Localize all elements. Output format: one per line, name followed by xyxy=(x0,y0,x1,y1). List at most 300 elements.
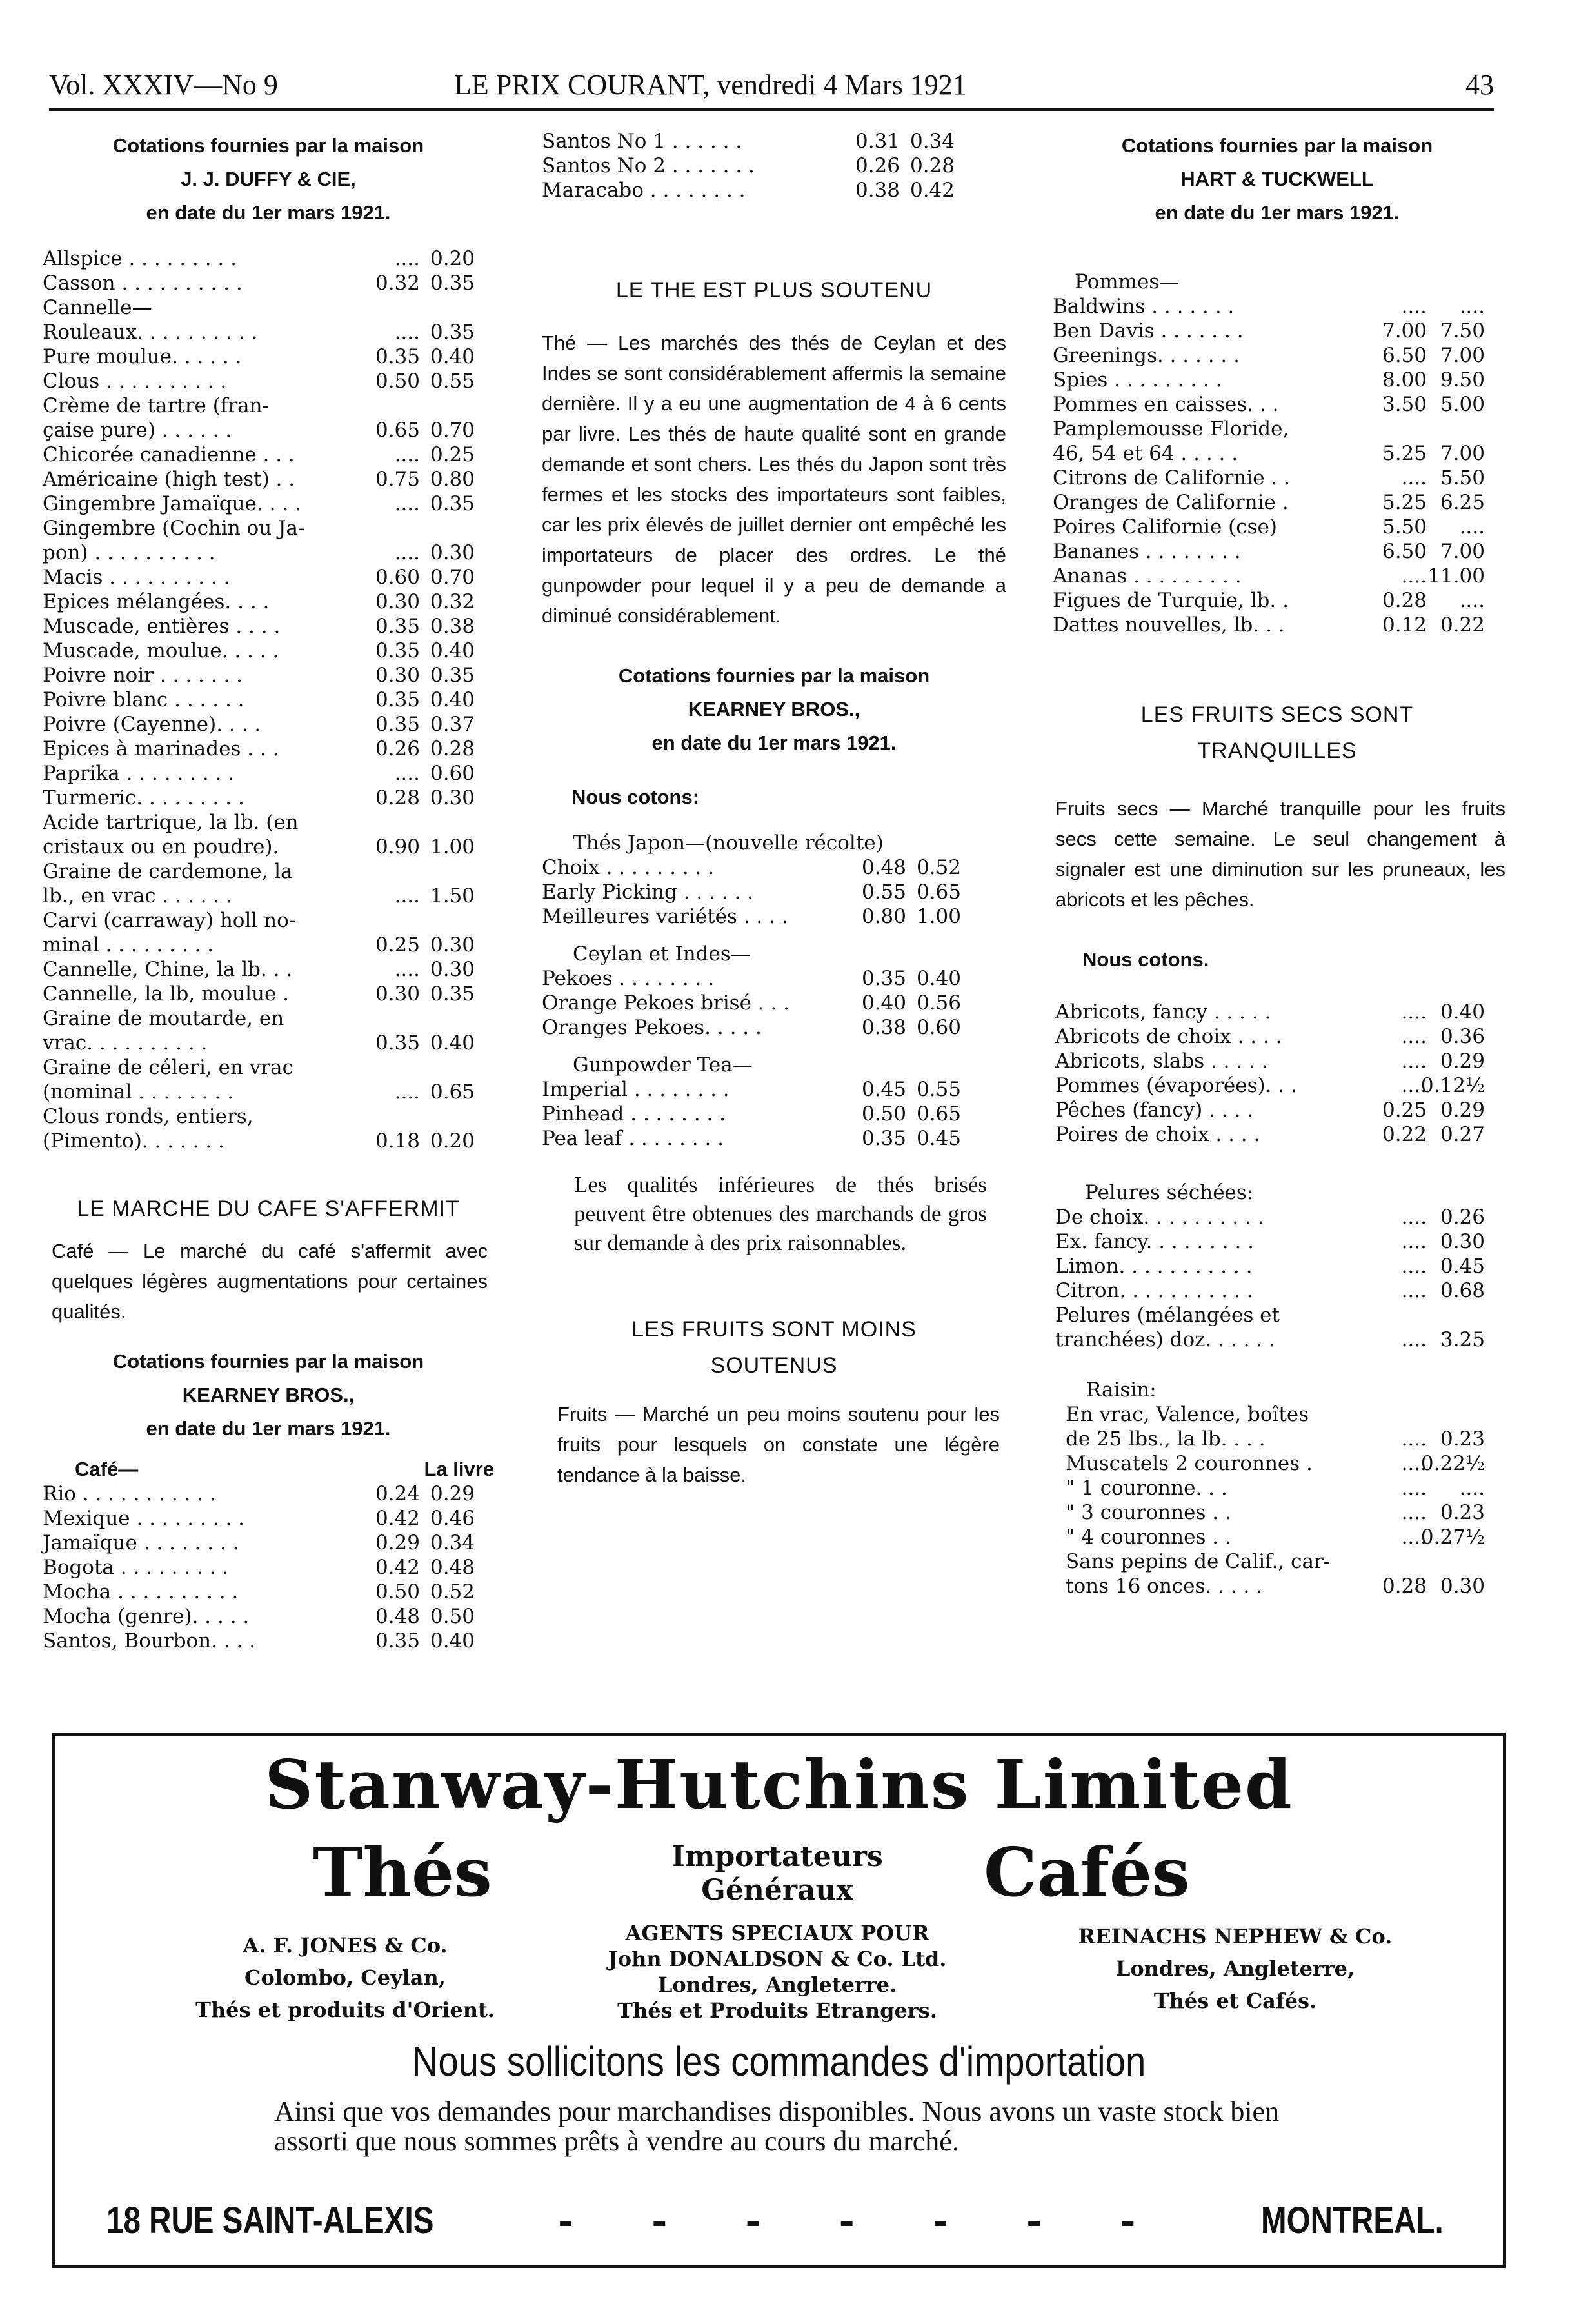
price-row xyxy=(1046,1254,1508,1278)
price-high: 0.35 xyxy=(430,321,475,344)
price-high: 0.30 xyxy=(1440,1574,1485,1598)
price-high: 9.50 xyxy=(1440,368,1485,392)
price-low: 0.29 xyxy=(375,1531,420,1554)
price-row xyxy=(542,855,1006,880)
price-row xyxy=(542,1077,1006,1102)
price-low: 0.35 xyxy=(375,639,420,662)
price-low: 0.24 xyxy=(375,1482,420,1505)
price-low: 0.28 xyxy=(1382,1574,1427,1598)
price-low: .... xyxy=(1401,1025,1427,1048)
price-low: .... xyxy=(1401,1074,1427,1097)
price-high: 0.40 xyxy=(1440,1000,1485,1024)
price-row xyxy=(43,810,494,835)
japon-heading: Thés Japon—(nouvelle récolte) xyxy=(573,831,884,855)
price-low: .... xyxy=(394,958,420,981)
ad-importateurs-line: Généraux xyxy=(701,1874,853,1907)
price-high: 0.35 xyxy=(430,664,475,687)
price-row xyxy=(1046,1122,1508,1147)
ad-importateurs xyxy=(610,1840,945,1907)
price-low: 0.28 xyxy=(1382,589,1427,612)
column-2 xyxy=(542,129,1006,1490)
price-high: 0.27 xyxy=(1440,1123,1485,1146)
item-name: Jamaïque . . . . . . . . xyxy=(43,1531,239,1554)
item-name: En vrac, Valence, boîtes xyxy=(1066,1403,1309,1426)
price-row xyxy=(43,1604,494,1629)
price-row xyxy=(43,442,494,467)
cafe-table-header xyxy=(43,1457,494,1482)
price-high: 0.23 xyxy=(1440,1427,1485,1451)
item-name: (Pimento). . . . . . . xyxy=(43,1129,224,1153)
price-low: .... xyxy=(1401,1000,1427,1024)
hart-caption xyxy=(1046,129,1508,230)
price-row xyxy=(43,1006,494,1031)
item-name: Spies . . . . . . . . . xyxy=(1053,368,1222,392)
item-name: Pinhead . . . . . . . . xyxy=(542,1102,726,1126)
heading-line: TRANQUILLES xyxy=(1197,739,1357,763)
caption-line: J. J. DUFFY & CIE, xyxy=(181,168,356,190)
price-low: 0.50 xyxy=(375,370,420,393)
price-row xyxy=(43,1055,494,1080)
item-name: Santos No 2 . . . . . . . xyxy=(542,154,755,177)
price-row xyxy=(1046,1229,1508,1254)
price-row xyxy=(43,344,494,369)
item-name: Mocha (genre). . . . . xyxy=(43,1605,250,1628)
the-paragraph: Thé — Les marchés des thés de Ceylan et des Indes se sont considérablement affermis la semaine dernière. Il y a eu une augmentation de 4 à 6 cents par livre. Les thés de haute qualité sont en grande demande et sont chers. Les thés du Japon sont très fermes et les stocks des importateurs sont faibles, car les prix élevés de juillet dernier ont empêché les importateurs de placer des ordres. Le thé gunpowder pour lequel il y a peu de demande a diminué considérablement. xyxy=(542,332,1006,627)
price-low: 0.31 xyxy=(855,130,900,153)
price-low: .... xyxy=(1401,1255,1427,1278)
price-row xyxy=(1046,368,1508,392)
price-low: 0.50 xyxy=(375,1580,420,1604)
item-name: Turmeric. . . . . . . . . xyxy=(43,786,244,809)
ad-city: MONTREAL. xyxy=(1261,2200,1444,2241)
price-high: 0.60 xyxy=(916,1016,961,1039)
price-high: 0.65 xyxy=(916,1102,961,1126)
price-high: 0.52 xyxy=(916,856,961,879)
price-low: .... xyxy=(394,762,420,785)
price-row xyxy=(1046,1073,1508,1098)
price-low: 8.00 xyxy=(1382,368,1427,392)
price-low: .... xyxy=(1401,1206,1427,1229)
price-row xyxy=(43,1031,494,1055)
ad-slogan: Nous sollicitons les commandes d'importation xyxy=(412,2038,1146,2085)
item-name: Clous ronds, entiers, xyxy=(43,1105,253,1128)
item-name: Casson . . . . . . . . . . xyxy=(43,272,243,295)
price-row xyxy=(43,614,494,639)
price-high: 0.34 xyxy=(430,1531,475,1554)
ad-importateurs-line: Importateurs xyxy=(671,1840,883,1873)
volume-number: Vol. XXXIV—No 9 xyxy=(49,69,278,101)
cafe-price-list xyxy=(43,1482,494,1653)
price-row xyxy=(1046,1000,1508,1024)
price-low: 0.38 xyxy=(861,1016,906,1039)
item-name: Dattes nouvelles, lb. . . xyxy=(1053,613,1285,637)
ceylan-heading: Ceylan et Indes— xyxy=(573,942,751,966)
price-low: .... xyxy=(1401,1279,1427,1302)
price-low: 0.90 xyxy=(375,835,420,859)
price-high: 0.29 xyxy=(430,1482,475,1505)
price-row xyxy=(43,737,494,761)
ad-agent-left xyxy=(164,1929,526,2026)
price-low: 0.26 xyxy=(855,154,900,177)
price-high: 0.27½ xyxy=(1420,1525,1485,1549)
item-name: Mexique . . . . . . . . . xyxy=(43,1507,245,1530)
price-row xyxy=(1046,1024,1508,1049)
item-name: Ananas . . . . . . . . . xyxy=(1053,564,1242,588)
page-title: LE PRIX COURANT, vendredi 4 Mars 1921 xyxy=(454,69,967,101)
price-high: 0.40 xyxy=(916,967,961,990)
price-low: 0.35 xyxy=(861,967,906,990)
price-row xyxy=(1046,1049,1508,1073)
price-row xyxy=(43,320,494,344)
price-high: 1.00 xyxy=(916,905,961,928)
item-name: Cannelle, la lb, moulue . xyxy=(43,982,290,1006)
caption-line: en date du 1er mars 1921. xyxy=(146,201,391,224)
item-name: Macis . . . . . . . . . . xyxy=(43,566,230,589)
item-name: Pelures (mélangées et xyxy=(1055,1304,1280,1327)
price-row xyxy=(1046,1278,1508,1303)
price-low: .... xyxy=(394,321,420,344)
item-name: Rio . . . . . . . . . . . xyxy=(43,1482,216,1505)
price-high: 0.70 xyxy=(430,566,475,589)
price-low: 0.42 xyxy=(375,1507,420,1530)
price-high: 0.30 xyxy=(430,541,475,564)
price-low: 0.48 xyxy=(861,856,906,879)
price-row xyxy=(43,663,494,688)
price-row xyxy=(43,908,494,933)
price-high: 0.65 xyxy=(430,1080,475,1104)
price-low: 0.26 xyxy=(375,737,420,760)
item-name: Mocha . . . . . . . . . . xyxy=(43,1580,239,1604)
item-name: (nominal . . . . . . . . xyxy=(43,1080,234,1104)
ad-line: Londres, Angleterre. xyxy=(657,1972,897,1997)
price-high: 7.50 xyxy=(1440,319,1485,343)
price-row xyxy=(43,1506,494,1531)
price-high: 7.00 xyxy=(1440,540,1485,563)
price-row xyxy=(1046,1574,1508,1598)
price-low: 0.50 xyxy=(861,1102,906,1126)
price-row xyxy=(43,418,494,442)
ad-dashes: - - - - - - - xyxy=(558,2199,1136,2243)
price-row xyxy=(43,884,494,908)
price-high: 0.80 xyxy=(430,468,475,491)
item-name: Cannelle, Chine, la lb. . . xyxy=(43,958,293,981)
price-row xyxy=(43,590,494,614)
item-name: Graine de cardemone, la xyxy=(43,860,293,883)
price-row xyxy=(542,880,1006,904)
price-low: 0.30 xyxy=(375,982,420,1006)
ad-line: Thés et produits d'Orient. xyxy=(195,1998,495,2022)
the-heading: LE THE EST PLUS SOUTENU xyxy=(615,278,933,303)
item-name: vrac. . . . . . . . . . xyxy=(43,1031,208,1055)
item-name: Carvi (carraway) holl no- xyxy=(43,909,296,932)
heading-line: LES FRUITS SECS SONT xyxy=(1140,702,1414,727)
price-low: .... xyxy=(394,247,420,270)
item-name: Allspice . . . . . . . . . xyxy=(43,247,237,270)
price-high: 0.36 xyxy=(1440,1025,1485,1048)
price-row xyxy=(1046,613,1508,637)
item-name: pon) . . . . . . . . . . xyxy=(43,541,215,564)
price-low: 0.35 xyxy=(375,1031,420,1055)
price-row xyxy=(542,178,1006,203)
caption-line: KEARNEY BROS., xyxy=(182,1384,355,1406)
ad-line: Thés et Cafés. xyxy=(1153,1989,1317,2013)
caption-line: Cotations fournies par la maison xyxy=(1121,134,1433,157)
price-low: 0.60 xyxy=(375,566,420,589)
item-name: Limon. . . . . . . . . . . xyxy=(1055,1255,1253,1278)
ad-company-name: Stanway-Hutchins Limited xyxy=(264,1745,1293,1824)
column-1 xyxy=(43,129,494,1653)
price-high: 1.50 xyxy=(430,884,475,908)
ad-line: A. F. JONES & Co. xyxy=(243,1933,448,1958)
item-name: Crème de tartre (fran- xyxy=(43,394,270,417)
price-high: 0.22½ xyxy=(1420,1452,1485,1475)
price-low: 7.00 xyxy=(1382,319,1427,343)
item-name: Epices à marinades . . . xyxy=(43,737,279,760)
nous-cotons: Nous cotons: xyxy=(571,786,700,808)
price-low: .... xyxy=(1401,1452,1427,1475)
item-name: Pommes (évaporées). . . xyxy=(1055,1074,1297,1097)
item-name: Ben Davis . . . . . . . xyxy=(1053,319,1244,343)
price-low: .... xyxy=(394,541,420,564)
price-row xyxy=(43,688,494,712)
caption-line: Cotations fournies par la maison xyxy=(112,1350,424,1373)
price-row xyxy=(1046,466,1508,490)
price-high: 0.30 xyxy=(430,958,475,981)
price-low: 0.25 xyxy=(375,933,420,957)
price-high: 0.40 xyxy=(430,639,475,662)
price-row xyxy=(1046,343,1508,368)
ad-line: John DONALDSON & Co. Ltd. xyxy=(608,1947,947,1971)
item-name: Chicorée canadienne . . . xyxy=(43,443,295,466)
price-row xyxy=(1046,1549,1508,1574)
price-row xyxy=(43,565,494,590)
price-low: 0.35 xyxy=(375,688,420,711)
price-high: 0.30 xyxy=(430,786,475,809)
item-name: Figues de Turquie, lb. . xyxy=(1053,589,1289,612)
item-name: De choix. . . . . . . . . . xyxy=(1055,1206,1264,1229)
fruits-secs-price-list xyxy=(1046,1000,1508,1147)
item-name: çaise pure) . . . . . . xyxy=(43,419,232,442)
price-high: .... xyxy=(1459,295,1485,318)
duffy-caption xyxy=(43,129,494,230)
item-name: Orange Pekoes brisé . . . xyxy=(542,991,790,1015)
nous-cotons-2: Nous cotons. xyxy=(1082,948,1209,971)
price-low: .... xyxy=(394,443,420,466)
price-low: .... xyxy=(1401,1525,1427,1549)
item-name: " 3 couronnes . . xyxy=(1066,1501,1231,1524)
item-name: Poires Californie (cse) xyxy=(1053,515,1277,539)
price-low: 0.12 xyxy=(1382,613,1427,637)
price-high: 0.40 xyxy=(430,1629,475,1653)
price-row xyxy=(43,712,494,737)
ad-line: Thés et Produits Etrangers. xyxy=(617,1998,937,2023)
santos-price-list xyxy=(542,129,1006,203)
price-low: 0.32 xyxy=(375,272,420,295)
item-name: Early Picking . . . . . . xyxy=(542,880,754,904)
ad-agent-right xyxy=(1042,1920,1429,2017)
price-high: 0.37 xyxy=(430,713,475,736)
price-low: 0.48 xyxy=(375,1605,420,1628)
price-high: 0.56 xyxy=(916,991,961,1015)
price-row xyxy=(43,1555,494,1580)
price-low: .... xyxy=(394,884,420,908)
price-high: 0.45 xyxy=(1440,1255,1485,1278)
price-low: 0.35 xyxy=(861,1127,906,1150)
price-low: 3.50 xyxy=(1382,393,1427,416)
price-high: 0.20 xyxy=(430,247,475,270)
column-3 xyxy=(1046,129,1508,1598)
price-high: 0.34 xyxy=(909,130,955,153)
pelures-heading: Pelures séchées: xyxy=(1085,1181,1254,1204)
item-name: cristaux ou en poudre). xyxy=(43,835,279,859)
caption-line: Cotations fournies par la maison xyxy=(618,664,930,687)
item-name: Pamplemousse Floride, xyxy=(1053,417,1289,441)
item-name: " 1 couronne. . . xyxy=(1066,1476,1227,1500)
unit-label: La livre xyxy=(424,1458,494,1480)
price-low: 0.35 xyxy=(375,615,420,638)
price-low: .... xyxy=(394,1080,420,1104)
price-row xyxy=(542,1102,1006,1126)
price-row xyxy=(43,541,494,565)
price-high: 0.22 xyxy=(1440,613,1485,637)
item-name: Gingembre Jamaïque. . . . xyxy=(43,492,301,515)
pommes-price-list xyxy=(1046,294,1508,637)
price-low: 0.35 xyxy=(375,1629,420,1653)
ad-cafes: Cafés xyxy=(984,1832,1190,1912)
ad-line: REINACHS NEPHEW & Co. xyxy=(1078,1924,1393,1949)
price-row xyxy=(43,835,494,859)
price-high: 0.55 xyxy=(916,1078,961,1101)
price-high: .... xyxy=(1459,1476,1485,1500)
price-row xyxy=(43,467,494,492)
item-name: Poires de choix . . . . xyxy=(1055,1123,1260,1146)
price-row xyxy=(43,982,494,1006)
ad-thes: Thés xyxy=(313,1832,492,1912)
heading-line: LES FRUITS SONT MOINS xyxy=(631,1317,917,1342)
item-name: Bananes . . . . . . . . xyxy=(1053,540,1241,563)
price-high: 0.65 xyxy=(916,880,961,904)
price-low: 5.25 xyxy=(1382,491,1427,514)
price-low: 0.80 xyxy=(861,905,906,928)
price-high: 0.40 xyxy=(430,345,475,368)
price-low: 0.30 xyxy=(375,664,420,687)
price-high: 0.23 xyxy=(1440,1501,1485,1524)
price-high: 0.38 xyxy=(430,615,475,638)
price-low: 6.50 xyxy=(1382,344,1427,367)
price-row xyxy=(542,966,1006,991)
price-row xyxy=(43,761,494,786)
pommes-heading: Pommes— xyxy=(1075,270,1180,293)
price-high: .... xyxy=(1459,589,1485,612)
price-high: 0.29 xyxy=(1440,1098,1485,1122)
item-name: minal . . . . . . . . . xyxy=(43,933,214,957)
price-low: 0.45 xyxy=(861,1078,906,1101)
gunpowder-heading: Gunpowder Tea— xyxy=(573,1053,753,1077)
price-high: 0.45 xyxy=(916,1127,961,1150)
caption-line: KEARNEY BROS., xyxy=(688,698,860,720)
price-row xyxy=(542,1126,1006,1151)
item-name: Graine de moutarde, en xyxy=(43,1007,284,1030)
item-name: Oranges de Californie . xyxy=(1053,491,1289,514)
price-row xyxy=(43,492,494,516)
item-name: Muscade, moulue. . . . . xyxy=(43,639,279,662)
gunpowder-price-list xyxy=(542,1077,1006,1151)
price-row xyxy=(1046,515,1508,539)
item-name: " 4 couronnes . . xyxy=(1066,1525,1231,1549)
price-row xyxy=(1046,294,1508,319)
item-name: Cannelle— xyxy=(43,296,152,319)
price-low: 0.75 xyxy=(375,468,420,491)
ad-body: Ainsi que vos demandes pour marchandises disponibles. Nous avons un vaste stock bien assorti que nous sommes prêts à vendre au cours du marché. xyxy=(274,2096,1280,2157)
item-name: Santos, Bourbon. . . . xyxy=(43,1629,256,1653)
ad-line: Colombo, Ceylan, xyxy=(244,1965,446,1990)
price-low: 0.22 xyxy=(1382,1123,1427,1146)
page-header xyxy=(49,65,1494,111)
kearney-caption xyxy=(43,1345,494,1445)
price-row xyxy=(43,246,494,271)
price-high: 3.25 xyxy=(1440,1328,1485,1351)
price-row xyxy=(43,957,494,982)
price-row xyxy=(1046,1402,1508,1427)
thes-paragraph: Les qualités inférieures de thés brisés peuvent être obtenues des marchands de gros sur demande à des prix raisonnables. xyxy=(574,1172,987,1255)
price-high: 5.00 xyxy=(1440,393,1485,416)
caption-line: en date du 1er mars 1921. xyxy=(1155,201,1400,224)
price-row xyxy=(1046,1427,1508,1451)
price-row xyxy=(542,991,1006,1015)
price-high: 0.52 xyxy=(430,1580,475,1604)
price-high: 7.00 xyxy=(1440,442,1485,465)
item-name: Paprika . . . . . . . . . xyxy=(43,762,235,785)
item-name: Muscatels 2 couronnes . xyxy=(1066,1452,1313,1475)
price-row xyxy=(1046,588,1508,613)
fruits-heading xyxy=(542,1311,1006,1384)
pelures-price-list xyxy=(1046,1205,1508,1352)
price-row xyxy=(542,129,1006,154)
price-high: 0.35 xyxy=(430,982,475,1006)
cafe-label: Café— xyxy=(75,1458,139,1480)
price-high: 6.25 xyxy=(1440,491,1485,514)
price-low: 0.42 xyxy=(375,1556,420,1579)
price-row xyxy=(43,295,494,320)
price-row xyxy=(1046,1451,1508,1476)
price-high: 0.12½ xyxy=(1420,1074,1485,1097)
price-low: 0.35 xyxy=(375,345,420,368)
price-row xyxy=(43,516,494,541)
price-high: 0.48 xyxy=(430,1556,475,1579)
price-high: 0.68 xyxy=(1440,1279,1485,1302)
item-name: Pommes en caisses. . . xyxy=(1053,393,1279,416)
price-high: 0.20 xyxy=(430,1129,475,1153)
item-name: Meilleures variétés . . . . xyxy=(542,905,788,928)
caption-line: en date du 1er mars 1921. xyxy=(146,1417,391,1440)
price-row xyxy=(1046,1098,1508,1122)
price-low: .... xyxy=(1401,1230,1427,1253)
price-row xyxy=(43,1580,494,1604)
price-high: 0.26 xyxy=(1440,1206,1485,1229)
price-high: 0.70 xyxy=(430,419,475,442)
item-name: Abricots, fancy . . . . . xyxy=(1055,1000,1271,1024)
item-name: lb., en vrac . . . . . . xyxy=(43,884,232,908)
ad-agent-middle xyxy=(584,1920,971,2023)
price-row xyxy=(1046,1303,1508,1327)
item-name: Rouleaux. . . . . . . . . . xyxy=(43,321,258,344)
price-high: 0.35 xyxy=(430,492,475,515)
price-high: 0.40 xyxy=(430,688,475,711)
caption-line: Cotations fournies par la maison xyxy=(112,134,424,157)
item-name: Baldwins . . . . . . . xyxy=(1053,295,1235,318)
price-high: 0.28 xyxy=(430,737,475,760)
page-number: 43 xyxy=(1465,69,1494,101)
